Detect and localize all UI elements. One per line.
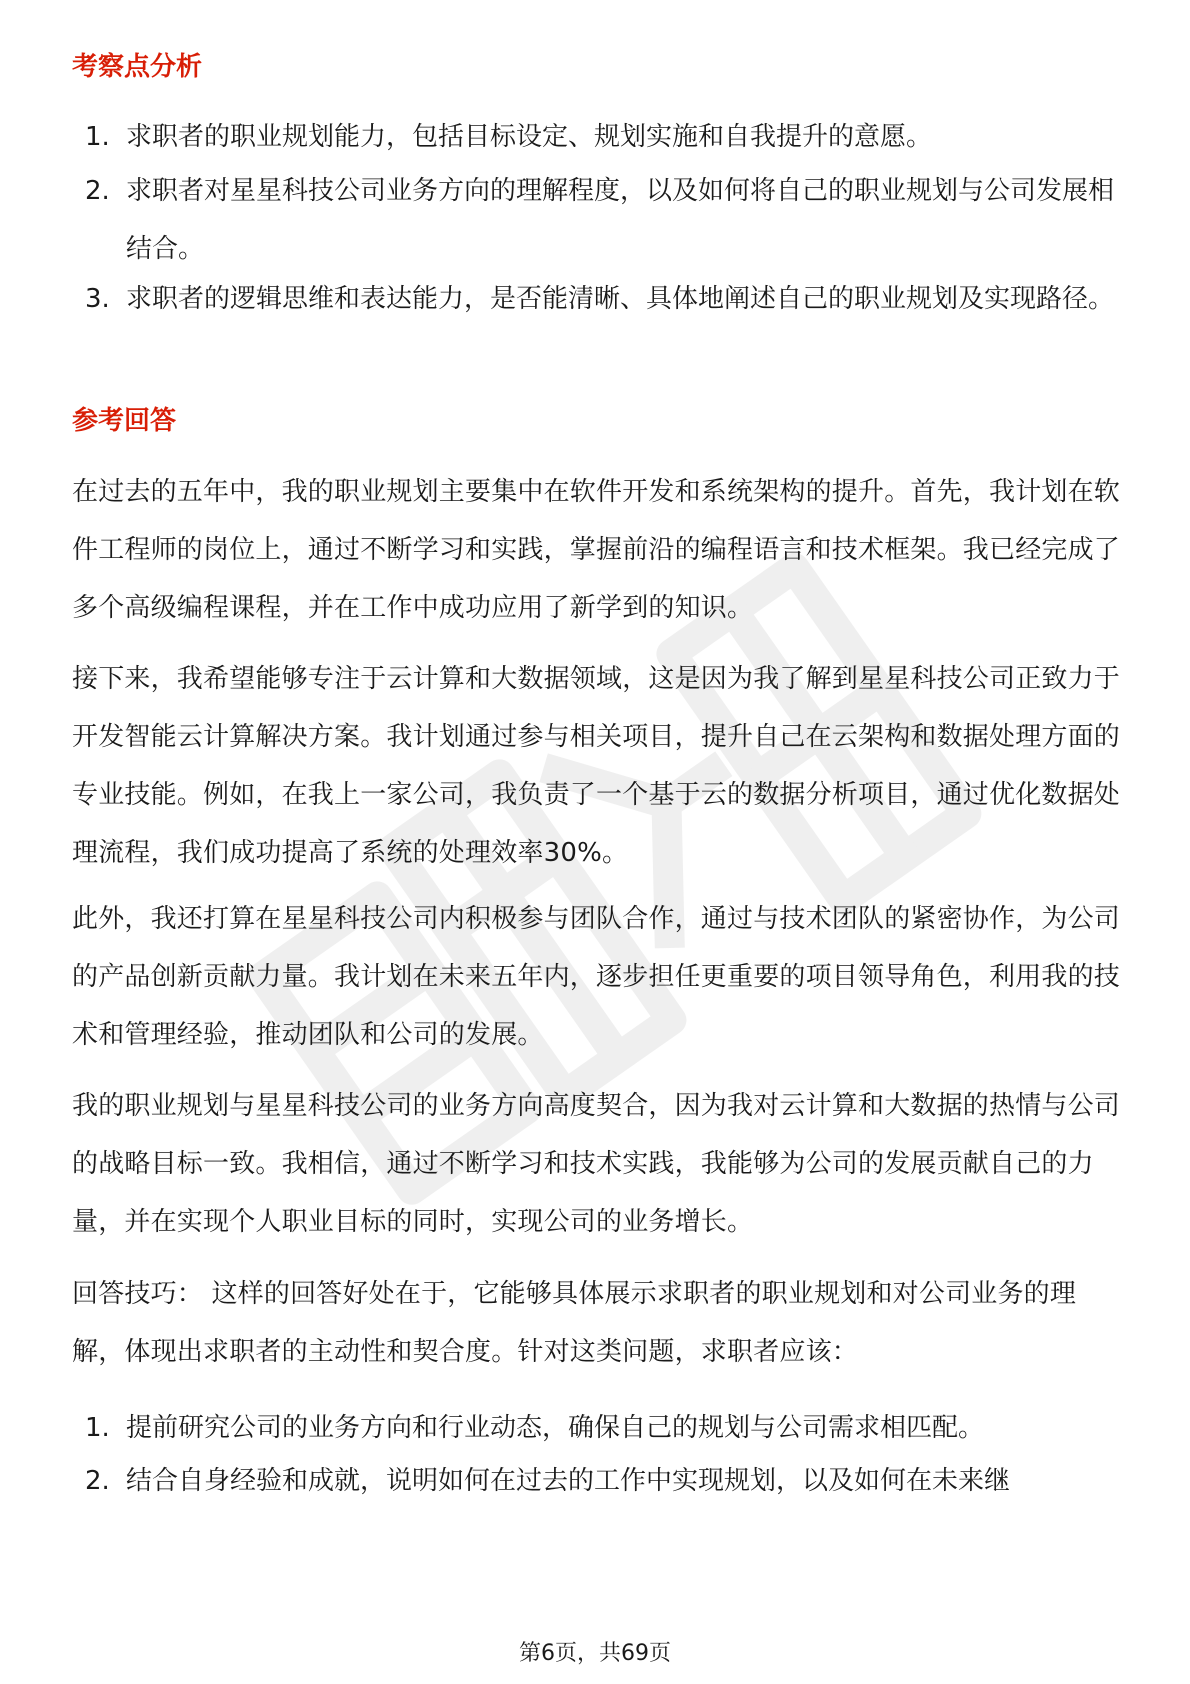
list-text: 求职者对星星科技公司业务方向的理解程度，以及如何将自己的职业规划与公司发展相结合。 xyxy=(126,176,1115,264)
answer-paragraph: 此外，我还打算在星星科技公司内积极参与团队合作，通过与技术团队的紧密协作，为公司的产品创新贡献力量。我计划在未来五年内，逐步担任更重要的项目领导角色，利用我的技术和管理经验，推动团队和公司的发展。 xyxy=(72,904,1121,1050)
list-item xyxy=(85,1399,1125,1457)
list-item xyxy=(85,1452,1125,1510)
section-title-analysis: 考察点分析 xyxy=(72,52,203,82)
list-text: 提前研究公司的业务方向和行业动态，确保自己的规划与公司需求相匹配。 xyxy=(126,1413,985,1443)
answer-paragraph: 接下来，我希望能够专注于云计算和大数据领域，这是因为我了解到星星科技公司正致力于开发智能云计算解决方案。我计划通过参与相关项目，提升自己在云架构和数据处理方面的专业技能。例如，在我上一家公司，我负责了一个基于云的数据分析项目，通过优化数据处理流程，我们成功提高了系统的处理效率30%。 xyxy=(72,664,1121,868)
list-number: 1. xyxy=(85,1413,110,1443)
list-text: 结合自身经验和成就，说明如何在过去的工作中实现规划，以及如何在未来继 xyxy=(126,1466,1011,1496)
list-number: 1. xyxy=(85,122,110,152)
list-text: 求职者的逻辑思维和表达能力，是否能清晰、具体地阐述自己的职业规划及实现路径。 xyxy=(126,284,1115,314)
list-number: 2. xyxy=(85,1466,110,1496)
tips-intro: 回答技巧： 这样的回答好处在于，它能够具体展示求职者的职业规划和对公司业务的理解，体现出求职者的主动性和契合度。针对这类问题，求职者应该： xyxy=(72,1279,1077,1367)
list-number: 3. xyxy=(85,284,110,314)
answer-paragraph: 在过去的五年中，我的职业规划主要集中在软件开发和系统架构的提升。首先，我计划在软件工程师的岗位上，通过不断学习和实践，掌握前沿的编程语言和技术框架。我已经完成了多个高级编程课程，并在工作中成功应用了新学到的知识。 xyxy=(72,477,1121,623)
list-item xyxy=(85,108,1125,166)
list-number: 2. xyxy=(85,176,110,206)
section-title-reference-answer: 参考回答 xyxy=(72,406,177,436)
list-item xyxy=(85,162,1125,278)
list-text: 求职者的职业规划能力，包括目标设定、规划实施和自我提升的意愿。 xyxy=(126,122,933,152)
list-item xyxy=(85,270,1125,328)
page-footer: 第6页，共69页 xyxy=(519,1641,671,1666)
answer-paragraph: 我的职业规划与星星科技公司的业务方向高度契合，因为我对云计算和大数据的热情与公司的战略目标一致。我相信，通过不断学习和技术实践，我能够为公司的发展贡献自己的力量，并在实现个人职业目标的同时，实现公司的业务增长。 xyxy=(72,1091,1121,1237)
